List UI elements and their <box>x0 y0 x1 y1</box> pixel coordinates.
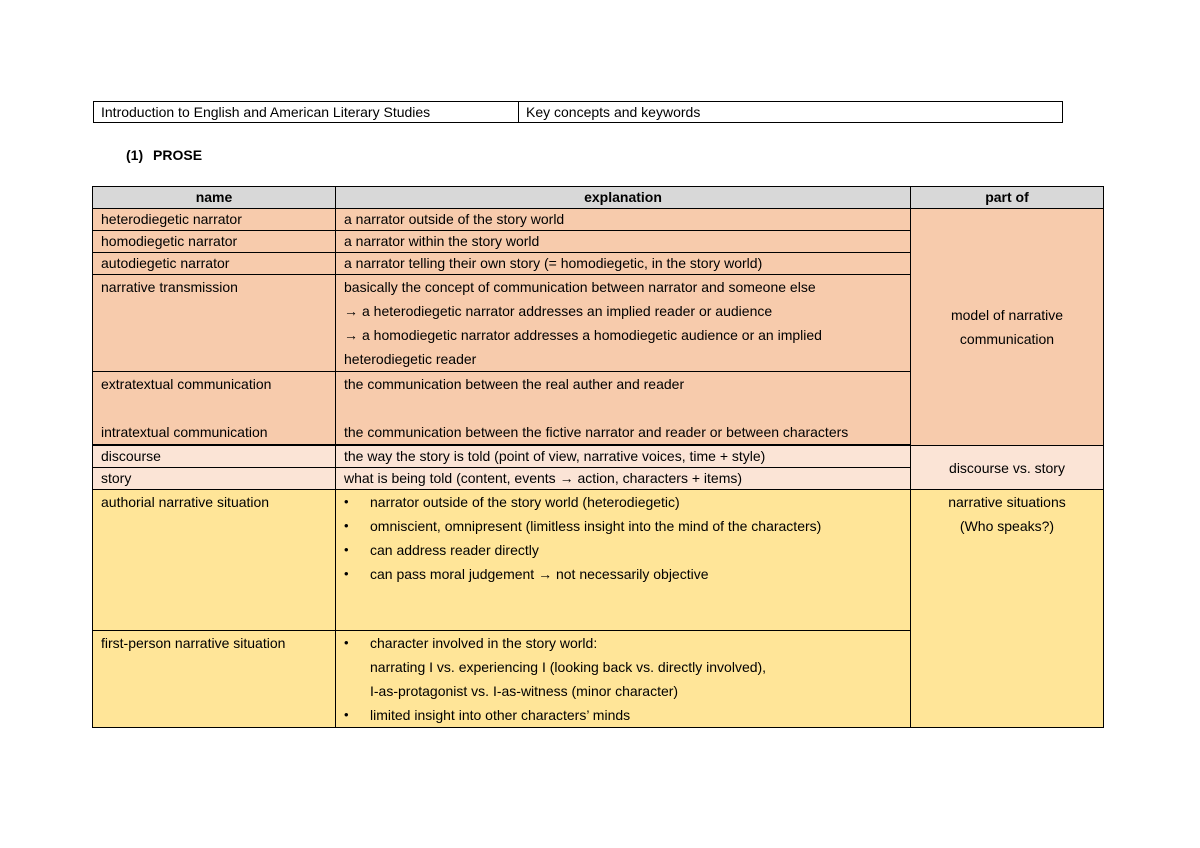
bullet-icon: • <box>344 494 349 509</box>
list-item-continuation: narrating I vs. experiencing I (looking back vs. directly involved), <box>370 659 767 675</box>
term-explanation: the way the story is told (point of view, narrative voices, time + style) <box>336 446 911 468</box>
bullet-icon: • <box>344 542 349 557</box>
term-name: first-person narrative situation <box>93 631 336 728</box>
header-explanation: explanation <box>336 187 911 209</box>
bullet-icon: • <box>344 635 349 650</box>
section-number: (1) <box>126 147 144 163</box>
term-intratextual: intratextual communication <box>101 424 268 440</box>
header-part-of: part of <box>911 187 1104 209</box>
arrow-icon: → <box>538 566 553 582</box>
term-name: story <box>93 468 336 490</box>
part-of-narrative-situations <box>911 490 1104 728</box>
section-heading <box>126 146 202 164</box>
term-name: autodiegetic narrator <box>93 253 336 275</box>
term-explanation: a narrator within the story world <box>336 231 911 253</box>
arrow-icon: → <box>559 470 574 486</box>
situations-title: narrative situations <box>948 494 1066 510</box>
part-of-narrative-communication: model of narrative communication <box>911 209 1104 446</box>
term-explanation: what is being told (content, events → action, characters + items) <box>336 468 911 490</box>
arrow-icon: → <box>344 303 358 319</box>
term-explanation <box>336 275 911 372</box>
transmission-line-2: → a heterodiegetic narrator addresses an implied reader or audience <box>344 303 773 319</box>
term-explanation: a narrator telling their own story (= homodiegetic, in the story world) <box>336 253 911 275</box>
bullet-icon: • <box>344 707 349 722</box>
term-explanation <box>336 631 911 728</box>
term-name: authorial narrative situation <box>93 490 336 631</box>
list-item: • narrator outside of the story world (heterodiegetic) <box>344 490 902 514</box>
topic-title: Key concepts and keywords <box>519 102 1063 123</box>
transmission-line-3: → a homodiegetic narrator addresses a homodiegetic audience or an implied heterodiegetic reader <box>344 327 822 367</box>
term-explanation <box>336 372 911 445</box>
part-of-discourse-story: discourse vs. story <box>911 446 1104 490</box>
term-name: heterodiegetic narrator <box>93 209 336 231</box>
term-name: discourse <box>93 446 336 468</box>
list-item: • omniscient, omnipresent (limitless insight into the mind of the characters) <box>344 514 902 538</box>
header-box <box>93 101 1063 123</box>
transmission-line-1: basically the concept of communication between narrator and someone else <box>344 279 816 295</box>
table-row <box>93 490 1104 631</box>
list-item: • character involved in the story world: <box>344 631 902 655</box>
term-explanation: a narrator outside of the story world <box>336 209 911 231</box>
list-item: • can pass moral judgement → not necessarily objective <box>344 562 902 586</box>
bullet-icon: • <box>344 566 349 581</box>
term-extratextual: extratextual communication <box>101 376 272 392</box>
bullet-icon: • <box>344 518 349 533</box>
list-item: • limited insight into other characters’ minds <box>344 703 902 727</box>
situations-subtitle: (Who speaks?) <box>959 518 1055 534</box>
table-row <box>93 209 1104 231</box>
arrow-icon: → <box>344 327 358 343</box>
table-row <box>93 446 1104 468</box>
course-title: Introduction to English and American Literary Studies <box>94 102 519 123</box>
list-item: • can address reader directly <box>344 538 902 562</box>
section-title: PROSE <box>153 147 203 163</box>
term-name: narrative transmission <box>93 275 336 372</box>
concepts-table <box>92 186 1104 728</box>
term-name: homodiegetic narrator <box>93 231 336 253</box>
list-item-continuation: I-as-protagonist vs. I-as-witness (minor character) <box>370 683 679 699</box>
term-name <box>93 372 336 445</box>
term-explanation <box>336 490 911 631</box>
header-name: name <box>93 187 336 209</box>
explanation-intratextual: the communication between the fictive narrator and reader or between characters <box>344 424 849 440</box>
explanation-extratextual: the communication between the real auther and reader <box>344 376 685 392</box>
table-header-row <box>93 187 1104 209</box>
